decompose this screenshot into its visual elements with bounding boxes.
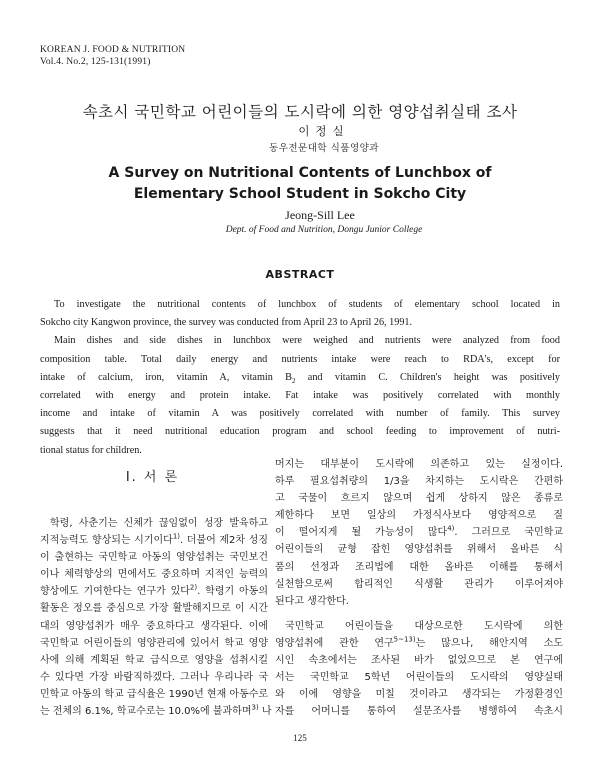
journal-name: KOREAN J. FOOD & NUTRITION [40, 45, 186, 55]
body-line [40, 532, 268, 549]
body-line: 이 출현하는 국민학교 아동의 영양섭취는 국민보건 [40, 552, 268, 564]
abstract-line: composition table. Total daily energy and nutrients intake were reach to RDA's, except for [40, 353, 560, 365]
abstract-line: correlated with energy and protein intake. Fat intake was positively correlated with monthly [40, 390, 560, 402]
citation: 5~13) [393, 635, 416, 644]
english-title-line: A Survey on Nutritional Contents of Lunchbox of [108, 165, 492, 181]
body-line: 서는 국민학교 5학년 어린이들의 도시락의 영양실태 [275, 672, 563, 684]
section-heading-introduction: I. 서 론 [125, 470, 180, 485]
body-text: 는 전체의 6.1%, 학교수로는 10.0%에 불과하며 [40, 706, 252, 718]
body-line: 학령, 사춘기는 신체가 끊임없이 성장 발육하고 [50, 518, 268, 529]
body-line: 된다고 생각한다. [275, 595, 349, 607]
english-author: Jeong-Sill Lee [285, 208, 355, 222]
korean-title: 속초시 국민학교 어린이들의 도시락에 의한 영양섭취실태 조사 [82, 103, 518, 121]
citation: 2) [189, 584, 198, 593]
abstract-line: tional status for children. [40, 444, 142, 456]
body-line: 민학교 아동의 학교 급식율은 1990년 현재 아동수로 [40, 688, 269, 700]
body-line: 이나 체력향상의 면에서도 중요하며 지적인 능력의 [40, 569, 268, 581]
abstract-text: and vitamin C. Children's height was positively [295, 371, 560, 383]
english-title-line: Elementary School Student in Sokcho City [133, 186, 467, 202]
body-line: 고 국물이 흐르지 않으며 쉽게 상하지 않은 종류로 [275, 493, 563, 505]
abstract-line: Main dishes and side dishes in lunchbox were weighed and nutrients were analyzed from food [54, 335, 560, 347]
body-line: 어린이들의 균형 잡힌 영양섭취를 위해서 올바른 식 [275, 544, 563, 556]
body-line: 와 이에 영향을 미칠 것이라고 생각되는 가정환경인 [275, 689, 563, 701]
body-text: . 더불어 제2차 성징 [180, 535, 269, 547]
body-line: 국민학교 어린이들을 대상으로한 도시락에 의한 [285, 620, 563, 632]
body-line: 머지는 대부분이 도시락에 의존하고 있는 실정이다. [275, 459, 563, 470]
abstract-line: income and intake of vitamin A was positively correlated with number of family. This survey [40, 408, 560, 420]
body-line: 사에 의해 계획된 학교 급식으로 영양을 섭취시킬 [40, 654, 268, 666]
english-title [0, 163, 600, 205]
body-line: 실천함으로써 합리적인 식생활 관리가 이루어져야 [275, 578, 563, 590]
abstract-line: Sokcho city Kangwon province, the survey was conducted from April 23 to April 26, 1991. [40, 317, 413, 329]
abstract-line [40, 369, 560, 387]
citation: 4) [447, 525, 455, 534]
body-line: 제한하다 보면 일상의 가정식사보다 영양적으로 질 [275, 510, 563, 522]
abstract-line: suggests that it need nutritional education program and school feeding to improvement of nutri- [40, 426, 560, 438]
body-column-left [40, 515, 272, 720]
korean-affiliation: 동우전문대학 식품영양과 [269, 143, 379, 154]
citation: 3) [251, 703, 259, 712]
body-line: 수 있다면 가장 바람직하겠다. 그러나 우리나라 국 [40, 671, 268, 683]
abstract-heading: ABSTRACT [265, 268, 335, 281]
body-line: 대의 영양섭취가 매우 중요하다고 생각된다. 이에 [40, 620, 268, 632]
abstract-line: To investigate the nutritional contents of lunchbox of students of elementary school located in [54, 299, 560, 310]
body-line [40, 583, 268, 600]
body-text: 향상에도 기여한다는 연구가 있다 [40, 586, 190, 598]
body-text: 는 많으나, 해안지역 소도 [415, 637, 563, 649]
body-line [275, 524, 563, 541]
body-text: 이 떨어지게 될 가능성이 많다 [275, 527, 448, 539]
page-number: 125 [293, 733, 307, 743]
body-text: . 그러므로 국민학교 [454, 527, 563, 539]
body-text: 지적능력도 향상되는 시기이다 [40, 535, 173, 547]
body-text: 나 [258, 706, 272, 718]
body-text: . 학령기 아동의 [197, 586, 269, 598]
abstract-text: intake of calcium, iron, vitamin A, vitamin B [40, 371, 292, 383]
body-text: 영양섭취에 관한 연구 [275, 637, 394, 649]
abstract-body [40, 296, 560, 460]
subscript: 2 [291, 376, 296, 385]
journal-volume: Vol.4. No.2, 125-131(1991) [40, 57, 151, 67]
body-column-right [275, 456, 563, 720]
body-line: 품의 선정과 조리법에 대한 올바른 이해를 통해서 [275, 561, 563, 573]
body-line: 활동은 정오를 중심으로 가장 활발해지므로 이 시간 [40, 603, 268, 615]
body-line: 국민학교 어린이들의 영양관리에 있어서 학교 영양 [40, 637, 268, 649]
korean-author: 이정실 [298, 124, 350, 138]
body-line: 시인 속초에서는 조사된 바가 없었으므로 본 연구에 [275, 655, 563, 667]
citation: 1) [172, 532, 180, 541]
body-line: 하루 필요섭취량의 1/3을 차지하는 도시락은 간편하 [275, 476, 563, 488]
body-line [275, 635, 563, 652]
body-line: 자를 어머니를 통하여 설문조사를 병행하여 속초시 [275, 706, 563, 718]
journal-header [40, 44, 185, 68]
body-line [40, 703, 272, 720]
english-affiliation: Dept. of Food and Nutrition, Dongu Junior College [225, 225, 423, 235]
